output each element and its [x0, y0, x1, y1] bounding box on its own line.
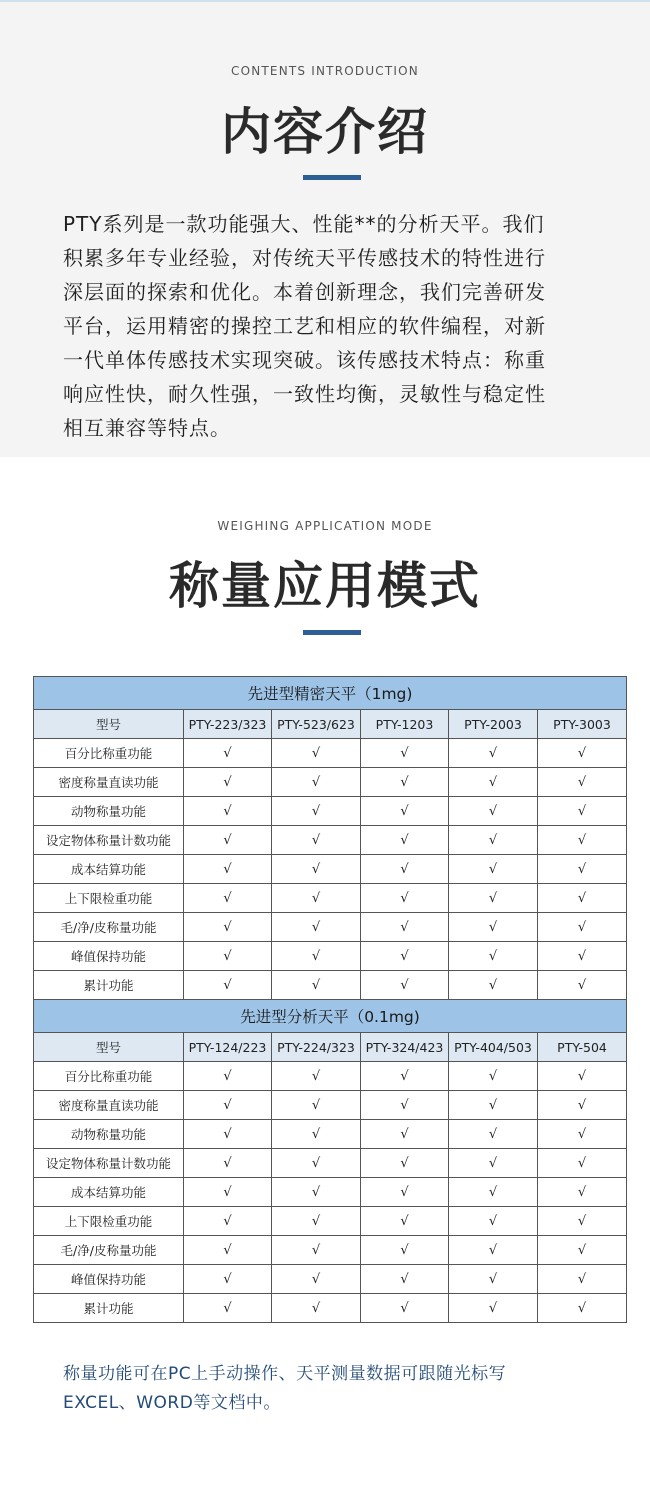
check-mark: √ [449, 971, 538, 1000]
check-mark: √ [449, 1265, 538, 1294]
check-mark: √ [184, 855, 272, 884]
check-mark: √ [361, 826, 449, 855]
table-row [34, 768, 627, 797]
note-line: EXCEL、WORD等文档中。 [63, 1393, 281, 1413]
check-mark: √ [361, 1120, 449, 1149]
feature-name: 设定物体称量计数功能 [34, 1149, 184, 1178]
intro-line: 积累多年专业经验，对传统天平传感技术的特性进行 [63, 246, 546, 270]
check-mark: √ [538, 1149, 627, 1178]
model-name: PTY-2003 [449, 710, 538, 739]
feature-name: 上下限检重功能 [34, 1207, 184, 1236]
check-mark: √ [184, 1207, 272, 1236]
feature-name: 百分比称重功能 [34, 1062, 184, 1091]
check-mark: √ [272, 1120, 361, 1149]
table-row [34, 971, 627, 1000]
check-mark: √ [538, 1294, 627, 1323]
model-name: PTY-1203 [361, 710, 449, 739]
check-mark: √ [272, 942, 361, 971]
check-mark: √ [184, 1091, 272, 1120]
intro-paragraph [63, 207, 613, 445]
feature-name: 毛/净/皮称量功能 [34, 1236, 184, 1265]
check-mark: √ [449, 797, 538, 826]
check-mark: √ [361, 797, 449, 826]
section-title: 先进型分析天平（0.1mg) [34, 1000, 627, 1033]
check-mark: √ [272, 884, 361, 913]
check-mark: √ [449, 884, 538, 913]
check-mark: √ [449, 855, 538, 884]
model-label: 型号 [34, 710, 184, 739]
table-row [34, 1236, 627, 1265]
check-mark: √ [538, 1062, 627, 1091]
check-mark: √ [449, 1294, 538, 1323]
check-mark: √ [538, 768, 627, 797]
check-mark: √ [361, 1236, 449, 1265]
check-mark: √ [184, 913, 272, 942]
check-mark: √ [449, 1062, 538, 1091]
table-row [34, 1062, 627, 1091]
table-row [34, 826, 627, 855]
check-mark: √ [272, 826, 361, 855]
model-name: PTY-224/323 [272, 1033, 361, 1062]
table-row [34, 1178, 627, 1207]
model-name: PTY-124/223 [184, 1033, 272, 1062]
check-mark: √ [361, 942, 449, 971]
check-mark: √ [184, 797, 272, 826]
check-mark: √ [272, 1207, 361, 1236]
weighing-eyebrow: WEIGHING APPLICATION MODE [217, 519, 433, 533]
check-mark: √ [272, 739, 361, 768]
model-name: PTY-504 [538, 1033, 627, 1062]
table-row [34, 1091, 627, 1120]
model-label: 型号 [34, 1033, 184, 1062]
table-row [34, 942, 627, 971]
check-mark: √ [184, 971, 272, 1000]
check-mark: √ [361, 884, 449, 913]
check-mark: √ [449, 1236, 538, 1265]
check-mark: √ [272, 797, 361, 826]
table-row [34, 1294, 627, 1323]
model-name: PTY-324/423 [361, 1033, 449, 1062]
check-mark: √ [272, 1178, 361, 1207]
check-mark: √ [538, 1207, 627, 1236]
check-mark: √ [184, 768, 272, 797]
table-row [34, 739, 627, 768]
section-header-row [34, 677, 627, 710]
model-name: PTY-3003 [538, 710, 627, 739]
intro-line: 深层面的探索和优化。本着创新理念，我们完善研发 [63, 280, 546, 304]
check-mark: √ [361, 971, 449, 1000]
feature-name: 峰值保持功能 [34, 1265, 184, 1294]
intro-line: 响应性快，耐久性强，一致性均衡，灵敏性与稳定性 [63, 382, 546, 406]
feature-name: 动物称量功能 [34, 1120, 184, 1149]
weighing-accent-bar [303, 630, 361, 635]
intro-section [0, 2, 650, 457]
feature-name: 上下限检重功能 [34, 884, 184, 913]
check-mark: √ [184, 1294, 272, 1323]
feature-name: 累计功能 [34, 1294, 184, 1323]
check-mark: √ [272, 1091, 361, 1120]
check-mark: √ [538, 1120, 627, 1149]
check-mark: √ [361, 913, 449, 942]
check-mark: √ [272, 913, 361, 942]
check-mark: √ [538, 884, 627, 913]
table-row [34, 1149, 627, 1178]
model-row [34, 1033, 627, 1062]
check-mark: √ [361, 1178, 449, 1207]
intro-line: PTY系列是一款功能强大、性能**的分析天平。我们 [63, 212, 545, 236]
check-mark: √ [184, 739, 272, 768]
feature-name: 百分比称重功能 [34, 739, 184, 768]
check-mark: √ [449, 1149, 538, 1178]
check-mark: √ [538, 1178, 627, 1207]
feature-name: 动物称量功能 [34, 797, 184, 826]
check-mark: √ [361, 1207, 449, 1236]
check-mark: √ [361, 739, 449, 768]
section-title: 先进型精密天平（1mg) [34, 677, 627, 710]
check-mark: √ [184, 1178, 272, 1207]
intro-line: 平台，运用精密的操控工艺和相应的软件编程，对新 [63, 314, 546, 338]
check-mark: √ [184, 1149, 272, 1178]
check-mark: √ [184, 826, 272, 855]
bottom-note [63, 1360, 623, 1418]
check-mark: √ [184, 942, 272, 971]
model-name: PTY-223/323 [184, 710, 272, 739]
feature-name: 成本结算功能 [34, 855, 184, 884]
feature-name: 成本结算功能 [34, 1178, 184, 1207]
check-mark: √ [449, 768, 538, 797]
check-mark: √ [272, 768, 361, 797]
check-mark: √ [184, 1120, 272, 1149]
check-mark: √ [538, 826, 627, 855]
table-row [34, 884, 627, 913]
check-mark: √ [361, 1091, 449, 1120]
check-mark: √ [449, 913, 538, 942]
feature-name: 密度称量直读功能 [34, 1091, 184, 1120]
feature-name: 密度称量直读功能 [34, 768, 184, 797]
check-mark: √ [272, 1149, 361, 1178]
check-mark: √ [272, 1265, 361, 1294]
check-mark: √ [272, 1236, 361, 1265]
model-name: PTY-523/623 [272, 710, 361, 739]
check-mark: √ [184, 1236, 272, 1265]
check-mark: √ [538, 1091, 627, 1120]
check-mark: √ [538, 971, 627, 1000]
check-mark: √ [538, 739, 627, 768]
note-line: 称量功能可在PC上手动操作、天平测量数据可跟随光标写 [63, 1364, 507, 1384]
check-mark: √ [272, 1062, 361, 1091]
intro-accent-bar [303, 175, 361, 180]
table-row [34, 913, 627, 942]
function-table [33, 676, 627, 1323]
check-mark: √ [538, 1236, 627, 1265]
table-row [34, 1265, 627, 1294]
intro-line: 相互兼容等特点。 [63, 416, 231, 440]
check-mark: √ [449, 1207, 538, 1236]
check-mark: √ [538, 797, 627, 826]
feature-name: 毛/净/皮称量功能 [34, 913, 184, 942]
weighing-title: 称量应用模式 [169, 557, 481, 615]
intro-eyebrow: CONTENTS INTRODUCTION [231, 64, 419, 78]
check-mark: √ [184, 1265, 272, 1294]
check-mark: √ [538, 942, 627, 971]
check-mark: √ [361, 855, 449, 884]
feature-name: 峰值保持功能 [34, 942, 184, 971]
check-mark: √ [272, 855, 361, 884]
model-row [34, 710, 627, 739]
check-mark: √ [538, 855, 627, 884]
check-mark: √ [361, 1294, 449, 1323]
feature-name: 累计功能 [34, 971, 184, 1000]
check-mark: √ [449, 1120, 538, 1149]
check-mark: √ [272, 971, 361, 1000]
check-mark: √ [449, 826, 538, 855]
feature-name: 设定物体称量计数功能 [34, 826, 184, 855]
check-mark: √ [272, 1294, 361, 1323]
check-mark: √ [361, 768, 449, 797]
model-name: PTY-404/503 [449, 1033, 538, 1062]
intro-title: 内容介绍 [221, 103, 429, 161]
table-row [34, 855, 627, 884]
table-row [34, 1207, 627, 1236]
check-mark: √ [449, 942, 538, 971]
check-mark: √ [184, 1062, 272, 1091]
check-mark: √ [184, 884, 272, 913]
check-mark: √ [361, 1149, 449, 1178]
section-header-row [34, 1000, 627, 1033]
check-mark: √ [449, 739, 538, 768]
check-mark: √ [449, 1178, 538, 1207]
table-row [34, 797, 627, 826]
check-mark: √ [538, 1265, 627, 1294]
intro-line: 一代单体传感技术实现突破。该传感技术特点：称重 [63, 348, 546, 372]
check-mark: √ [538, 913, 627, 942]
check-mark: √ [449, 1091, 538, 1120]
check-mark: √ [361, 1062, 449, 1091]
table-row [34, 1120, 627, 1149]
check-mark: √ [361, 1265, 449, 1294]
